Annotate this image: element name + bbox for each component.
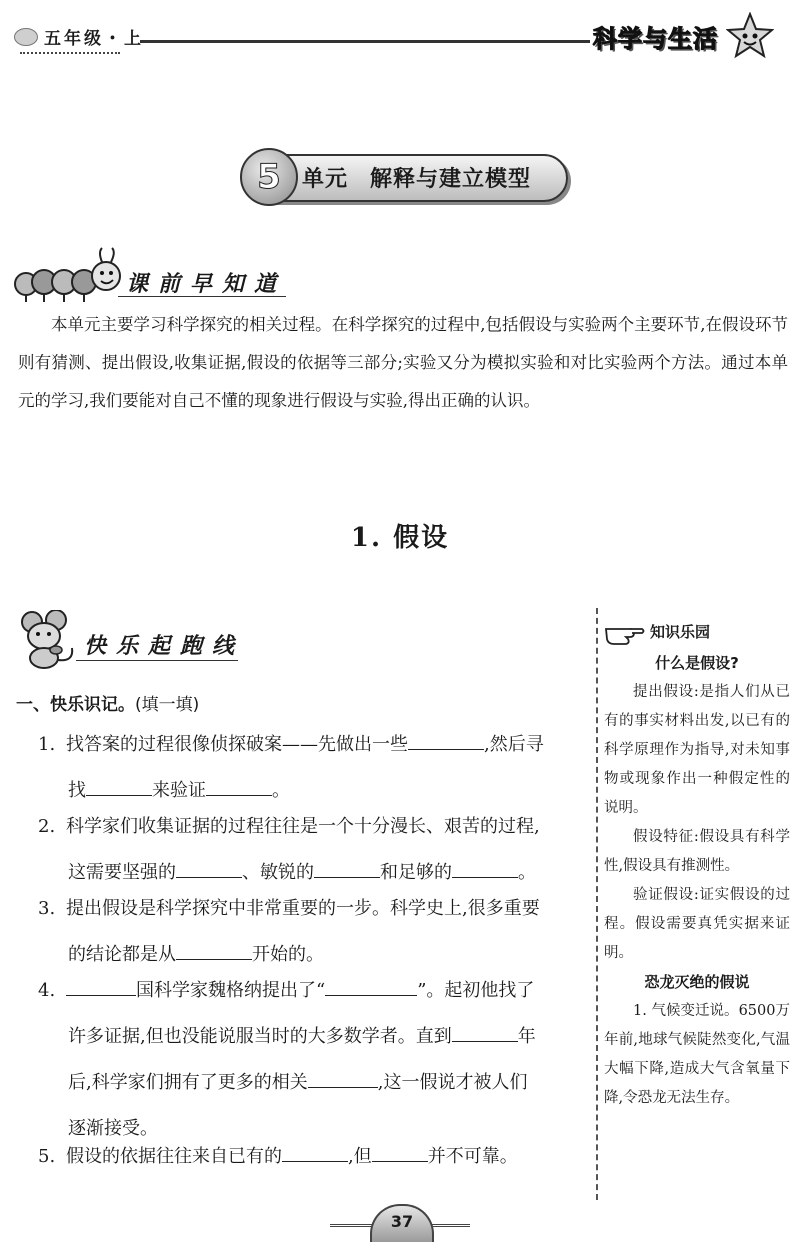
sidebar-paragraph: 假设特征:假设具有科学性,假设具有推测性。 [604,829,790,874]
start-badge-label: 快乐起跑线 [84,633,245,659]
lesson-title: 1. 假设 [350,523,450,553]
start-badge-underline [76,660,238,661]
question-text: 来验证 [152,780,206,801]
question-text: 并不可靠。 [427,1146,518,1167]
question-5 [38,1134,590,1180]
start-badge [14,610,244,670]
sidebar-paragraph: 提出假设:是指人们从已有的事实材料出发,以已有的科学原理作为指导,对未知事物或现象作出一种假定性的说明。 [604,684,790,816]
question-text: 找答案的过程很像侦探破案——先做出一些 [66,734,408,755]
question-text: 。 [518,862,536,883]
header-grade [14,24,144,49]
preview-badge-underline [118,296,286,297]
answer-blank[interactable] [176,937,252,960]
question-text: 找 [68,780,86,801]
answer-blank[interactable] [282,1139,348,1162]
question-text: ”。起初他找了 [417,980,535,1001]
question-2 [38,804,590,896]
exercise-heading-note: (填一填) [135,695,200,715]
question-text: 开始的。 [252,944,324,965]
sidebar-paragraph: 1. 气候变迁说。6500万年前,地球气候陡然变化,气温大幅下降,造成大气含氧量下降,令恐龙无法生存。 [604,1003,790,1106]
answer-blank[interactable] [176,855,242,878]
sidebar-title: 知识乐园 [650,623,711,641]
sidebar-header [604,618,790,647]
question-text: 。 [272,780,290,801]
preview-badge-label: 课前早知道 [126,271,287,297]
answer-blank[interactable] [314,855,380,878]
question-text: ,这一假说才被人们 [377,1072,528,1093]
question-text: 国科学家魏格纳提出了“ [136,980,326,1001]
question-text: ,但 [348,1146,372,1167]
answer-blank[interactable] [66,973,136,996]
page-footer [330,1196,470,1236]
answer-blank[interactable] [452,1019,518,1042]
question-text: 和足够的 [380,862,452,883]
exercise-heading [16,690,199,715]
sidebar-paragraph: 验证假设:证实假设的过程。假设需要真凭实据来证明。 [604,887,790,961]
question-text: 提出假设是科学探究中非常重要的一步。科学史上,很多重要 [66,898,540,919]
series-title: 科学与生活 [593,24,718,53]
answer-blank[interactable] [206,773,272,796]
header-rule [140,40,590,43]
question-3 [38,886,590,978]
question-number: 4. [38,980,56,1001]
sidebar-subtitle: 什么是假设? [655,654,739,672]
question-text: 、敏锐的 [242,862,314,883]
question-text: 的结论都是从 [68,944,176,965]
knowledge-sidebar [604,618,790,1113]
sidebar-divider [596,608,598,1200]
question-number: 1. [38,734,56,755]
answer-blank[interactable] [308,1065,378,1088]
question-text: ,然后寻 [484,734,544,755]
preview-badge [14,246,286,306]
grade-label: 五年级・上 [44,29,144,49]
question-text: 年 [517,1026,536,1047]
header-dotted-rule [20,52,120,54]
smiley-icon [14,28,38,46]
question-text: 假设的依据往往来自已有的 [66,1146,282,1167]
caterpillar-icon [14,246,122,306]
answer-blank[interactable] [86,773,152,796]
question-text: 逐渐接受。 [68,1118,158,1139]
answer-blank[interactable] [408,727,484,750]
answer-blank[interactable] [372,1139,428,1162]
sidebar-subtitle-2: 恐龙灭绝的假说 [644,973,750,991]
question-text: 后,科学家们拥有了更多的相关 [68,1072,308,1093]
preview-paragraph: 本单元主要学习科学探究的相关过程。在科学探究的过程中,包括假设与实验两个主要环节,在假设环节则有猜测、提出假设,收集证据,假设的依据等三部分;实验又分为模拟实验和对比实验两个方法。通过本单元的学习,我们要能对自己不懂的现象进行假设与实验,得出正确的认识。 [18,315,788,410]
unit-banner [240,148,568,206]
pointing-hand-icon [604,619,646,647]
question-text: 许多证据,但也没能说服当时的大多数学者。直到 [68,1026,452,1047]
question-number: 3. [38,898,56,919]
question-text: 科学家们收集证据的过程往往是一个十分漫长、艰苦的过程, [66,816,540,837]
unit-number: 5 [257,157,281,197]
question-4 [38,968,590,1152]
header-series [593,12,774,60]
question-1 [38,722,590,814]
question-number: 2. [38,816,56,837]
unit-number-circle [240,148,298,206]
exercise-heading-title: 一、快乐识记。 [16,695,135,715]
answer-blank[interactable] [325,973,417,996]
question-number: 5. [38,1146,56,1167]
question-text: 这需要坚强的 [68,862,176,883]
unit-title: 解释与建立模型 [370,167,532,192]
mouse-icon [14,610,80,670]
star-mascot-icon [726,12,774,60]
page-number: 37 [370,1204,434,1242]
unit-label: 单元 [302,167,349,192]
answer-blank[interactable] [452,855,518,878]
unit-heading [302,162,531,193]
